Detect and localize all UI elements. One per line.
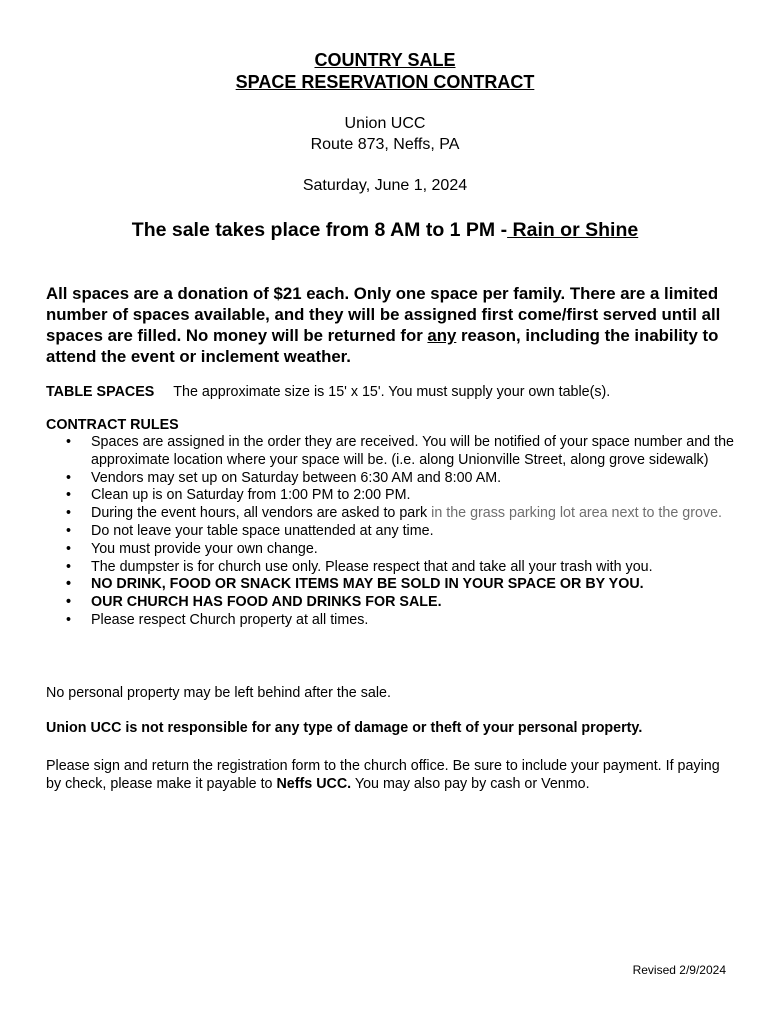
title-line-2: SPACE RESERVATION CONTRACT: [235, 72, 535, 92]
bullet: •: [66, 505, 72, 522]
contract-rules-section: [46, 416, 736, 630]
rule-item: [46, 576, 736, 594]
rule-item: [46, 559, 736, 577]
rule-item: [46, 541, 736, 559]
org-address: Route 873, Neffs, PA: [310, 136, 460, 153]
rule-text: Vendors may set up on Saturday between 6:30 AM and 8:00 AM.: [91, 469, 502, 486]
rule-text: The dumpster is for church use only. Please respect that and take all your trash with you.: [91, 558, 653, 575]
table-spaces-section: [46, 383, 736, 401]
rule-item: [46, 434, 736, 470]
rule-text: During the event hours, all vendors are asked to park: [91, 505, 432, 522]
rule-text: OUR CHURCH HAS FOOD AND DRINKS FOR SALE.: [91, 594, 442, 611]
bullet: •: [66, 487, 72, 504]
rule-item: [46, 470, 736, 488]
donation-text-1: All spaces are a donation of $21 each. Only one space per family. There are a limited number of spaces available, and they will be assigned first come/first served until all spaces are filled. No money will be returned for: [46, 284, 721, 345]
contract-rules-heading: CONTRACT RULES: [46, 417, 179, 433]
personal-property-note: No personal property may be left behind after the sale.: [46, 685, 391, 701]
org-name: Union UCC: [344, 115, 426, 132]
bullet: •: [66, 522, 72, 539]
sale-hours-text: The sale takes place from 8 AM to 1 PM -: [131, 219, 508, 241]
donation-emphasis: any: [427, 326, 457, 345]
rule-text: NO DRINK, FOOD OR SNACK ITEMS MAY BE SOLD IN YOUR SPACE OR BY YOU.: [91, 576, 644, 593]
donation-paragraph: [46, 283, 736, 367]
rule-text: Please respect Church property at all times.: [91, 611, 369, 628]
bullet: •: [66, 434, 72, 450]
rule-item-parking: [46, 505, 736, 523]
rule-item: [46, 487, 736, 505]
bullet: •: [66, 594, 72, 611]
donation-text-2: reason, including the inability to attend the event or inclement weather.: [46, 326, 719, 366]
event-date: Saturday, June 1, 2024: [302, 177, 468, 194]
rule-item: [46, 612, 736, 630]
bullet: •: [66, 611, 72, 628]
rule-item: [46, 594, 736, 612]
table-spaces-label: TABLE SPACES: [46, 384, 155, 400]
instructions-text-1: Please sign and return the registration form to the church office. Be sure to include your payment. If paying by check, please make it payable to: [46, 758, 720, 792]
payment-instructions: [46, 757, 736, 793]
rule-text: You must provide your own change.: [91, 540, 318, 557]
rule-item: [46, 523, 736, 541]
sale-hours-headline: [0, 218, 770, 242]
parking-location-text: in the grass parking lot area next to the grove.: [431, 505, 723, 522]
rule-text: Do not leave your table space unattended at any time.: [91, 522, 434, 539]
rain-or-shine: Rain or Shine: [507, 219, 639, 241]
revision-date: Revised 2/9/2024: [632, 963, 726, 977]
liability-statement: Union UCC is not responsible for any type of damage or theft of your personal property.: [46, 720, 643, 736]
payee-name: Neffs UCC.: [276, 776, 352, 792]
rule-text: Clean up is on Saturday from 1:00 PM to 2:00 PM.: [91, 487, 411, 504]
bullet: •: [66, 469, 72, 486]
instructions-text-2: You may also pay by cash or Venmo.: [351, 776, 590, 792]
bullet: •: [66, 540, 72, 557]
bullet: •: [66, 576, 72, 593]
title-line-1: COUNTRY SALE: [314, 50, 456, 70]
table-spaces-text: The approximate size is 15' x 15'. You must supply your own table(s).: [173, 384, 611, 400]
contract-rules-list: [46, 434, 736, 630]
bullet: •: [66, 558, 72, 575]
rule-text: Spaces are assigned in the order they are received. You will be notified of your space number and the approximate location where your space will be. (i.e. along Unionville Street, along grove sidewalk): [91, 434, 734, 468]
